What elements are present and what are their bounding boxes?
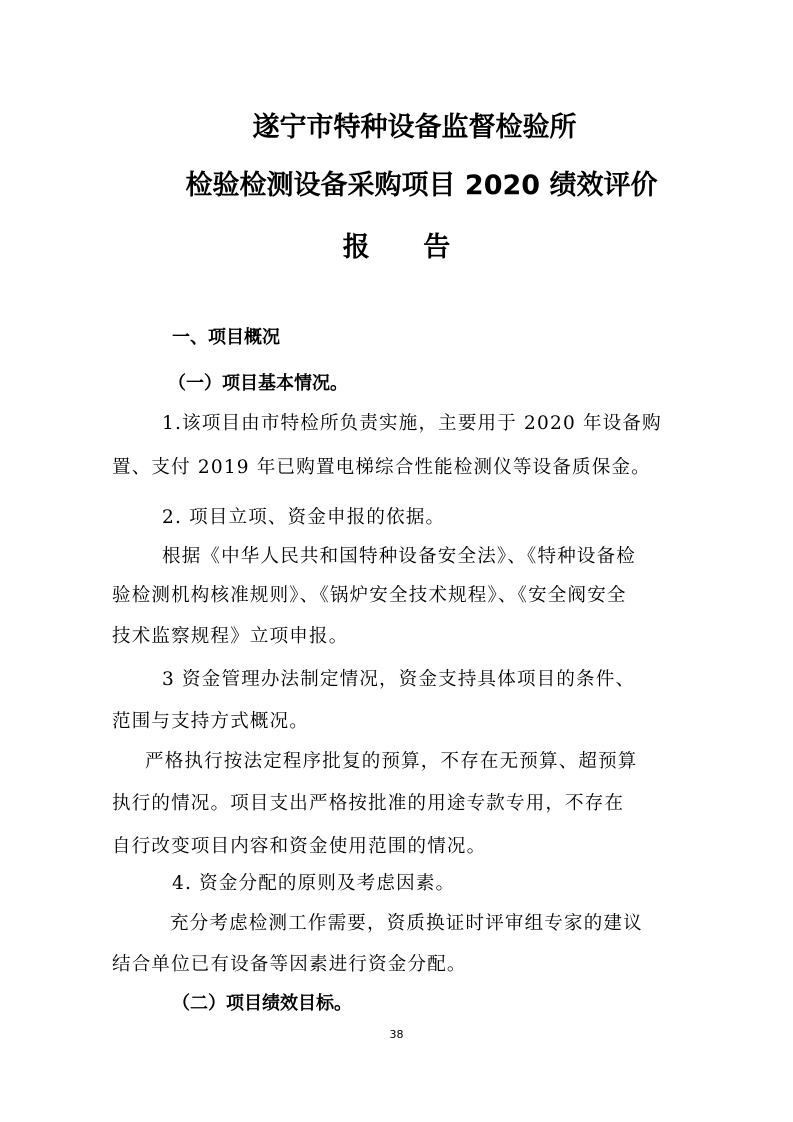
paragraph-5-line-3: 自行改变项目内容和资金使用范围的情况。 xyxy=(112,836,487,857)
paragraph-3-line-1: 根据《中华人民共和国特种设备安全法》、《特种设备检 xyxy=(162,546,637,567)
paragraph-4-line-1: 3 资金管理办法制定情况，资金支持具体项目的条件、 xyxy=(162,669,636,690)
page-number: 38 xyxy=(389,1028,404,1041)
section-heading-project-overview: 一、项目概况 xyxy=(172,327,280,348)
paragraph-4-line-2: 范围与支持方式概况。 xyxy=(112,711,310,732)
paragraph-5-line-2: 执行的情况。项目支出严格按批准的用途专款专用，不存在 xyxy=(112,793,625,814)
paragraph-5-line-1: 严格执行按法定程序批复的预算，不存在无预算、超预算 xyxy=(145,751,638,772)
report-title-line-1: 遂宁市特种设备监督检验所 xyxy=(252,112,577,143)
paragraph-7-line-1: 充分考虑检测工作需要，资质换证时评审组专家的建议 xyxy=(170,913,643,934)
subsection-heading-basic-info: （一）项目基本情况。 xyxy=(168,373,348,394)
paragraph-3-line-2: 验检测机构核准规则》、《锅炉安全技术规程》、《安全阀安全 xyxy=(112,585,627,606)
report-title-line-3: 报 告 xyxy=(342,232,473,263)
paragraph-1-line-1: 1.该项目由市特检所负责实施，主要用于 2020 年设备购 xyxy=(162,413,662,434)
paragraph-6-line-1: 4. 资金分配的原则及考虑因素。 xyxy=(172,873,456,894)
paragraph-1-line-2: 置、支付 2019 年已购置电梯综合性能检测仪等设备质保金。 xyxy=(112,457,651,478)
paragraph-7-line-2: 结合单位已有设备等因素进行资金分配。 xyxy=(112,954,467,975)
report-title-line-2: 检验检测设备采购项目 2020 绩效评价 xyxy=(185,170,658,201)
paragraph-3-line-3: 技术监察规程》立项申报。 xyxy=(112,626,349,647)
paragraph-2-line-1: 2. 项目立项、资金申报的依据。 xyxy=(162,507,446,528)
subsection-heading-performance-goals: （二）项目绩效目标。 xyxy=(172,993,352,1014)
